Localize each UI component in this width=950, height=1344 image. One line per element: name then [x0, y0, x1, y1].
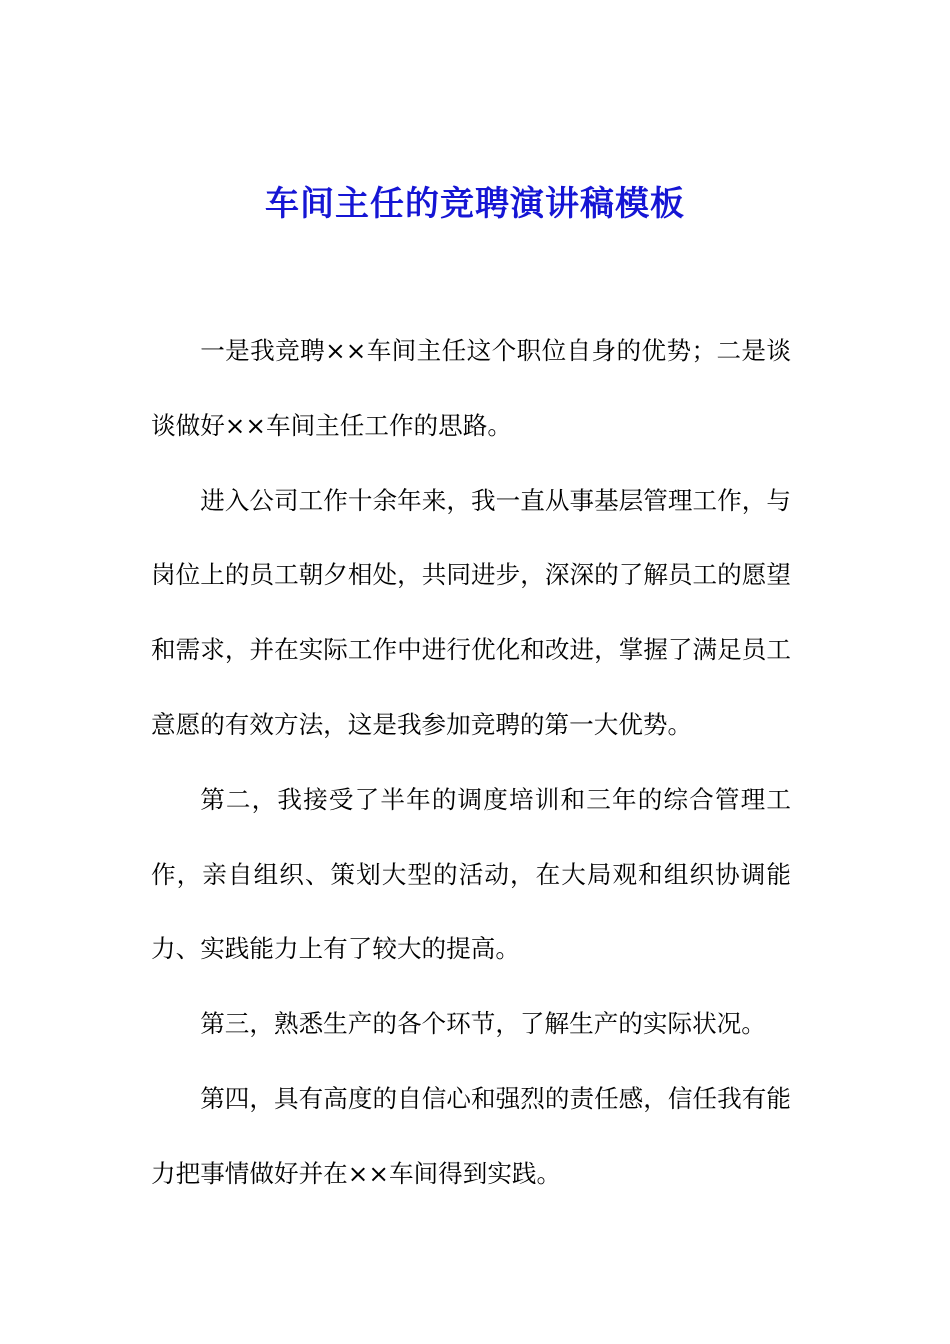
- document-title: 车间主任的竞聘演讲稿模板: [265, 184, 685, 224]
- paragraph-5: 第四，具有高度的自信心和强烈的责任感，信任我有能力把事情做好并在××车间得到实践。: [151, 1083, 791, 1188]
- paragraph-1: 一是我竞聘××车间主任这个职位自身的优势；二是谈谈做好××车间主任工作的思路。: [151, 336, 791, 440]
- paragraph-4: 第三，熟悉生产的各个环节，了解生产的实际状况。: [200, 1009, 766, 1039]
- paragraph-3: 第二，我接受了半年的调度培训和三年的综合管理工作，亲自组织、策划大型的活动，在大局观和组织协调能力、实践能力上有了较大的提高。: [151, 784, 791, 964]
- paragraph-2: 进入公司工作十余年来，我一直从事基层管理工作，与岗位上的员工朝夕相处，共同进步，深深的了解员工的愿望和需求，并在实际工作中进行优化和改进，掌握了满足员工意愿的有效方法，这是我参加竞聘的第一大优势。: [151, 485, 791, 739]
- document-body: [151, 314, 791, 1212]
